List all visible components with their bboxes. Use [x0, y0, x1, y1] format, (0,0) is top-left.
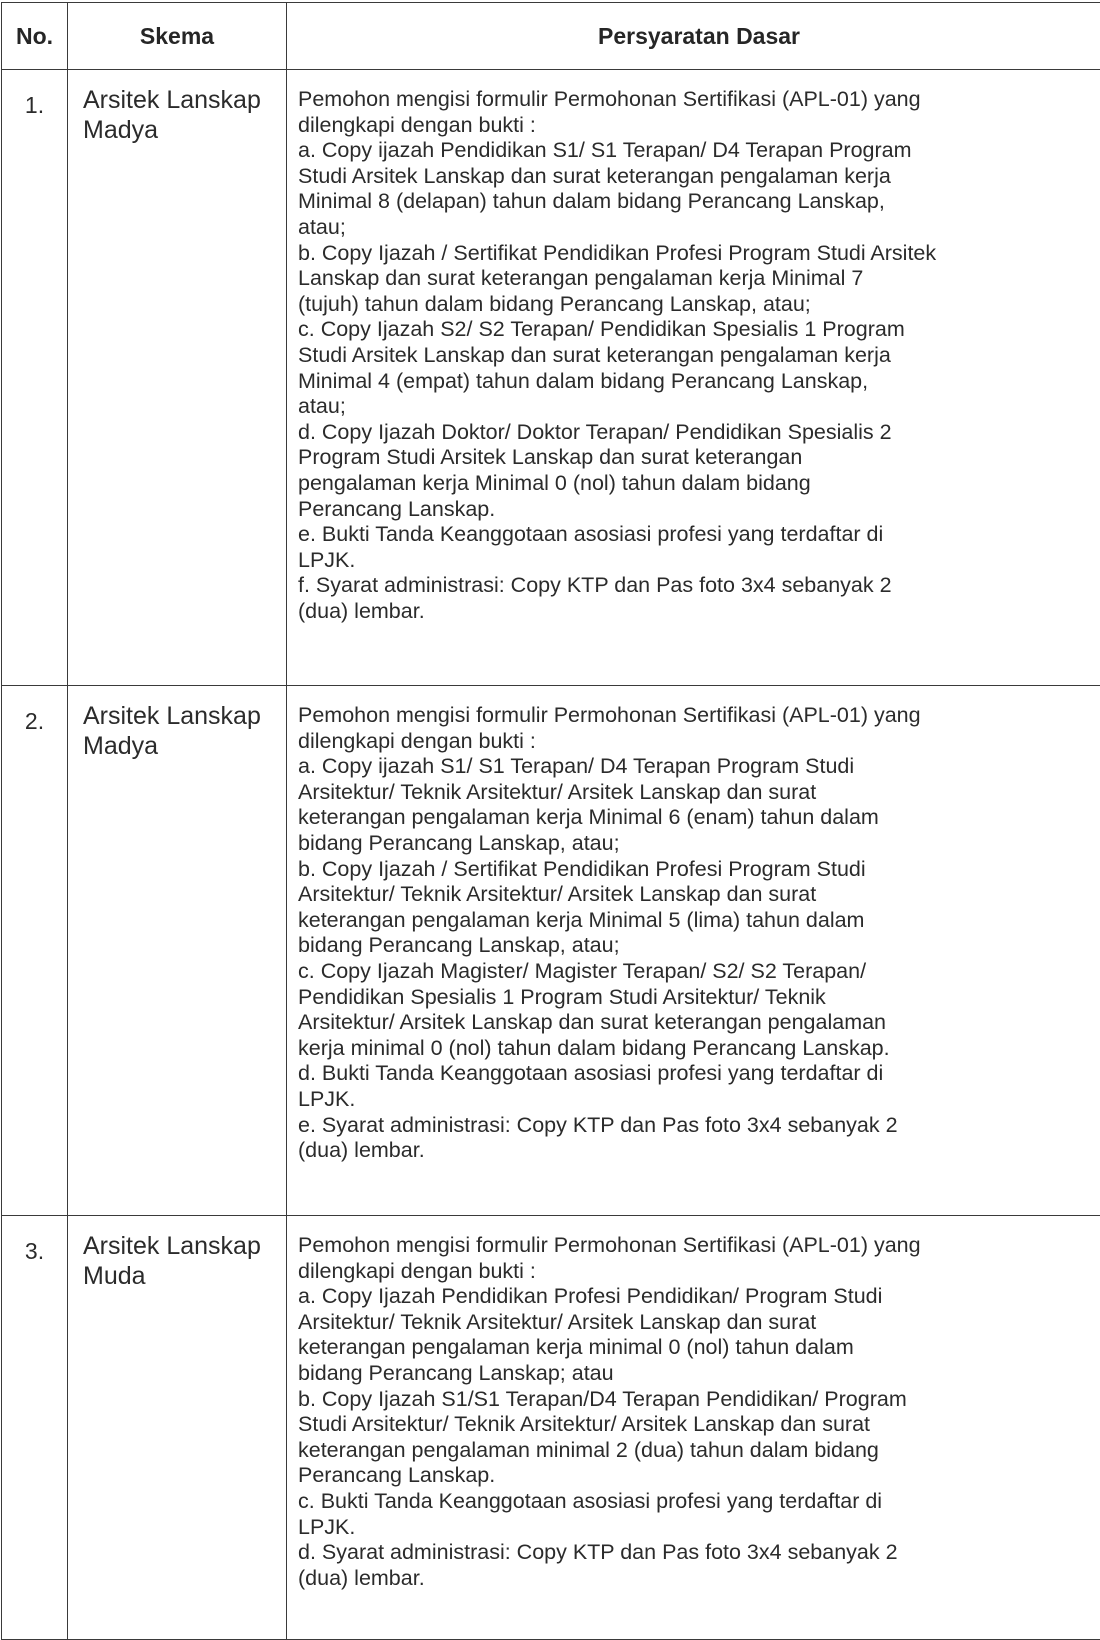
requirement-line: (tujuh) tahun dalam bidang Perancang Lanskap, atau; [298, 292, 1100, 318]
requirement-line: keterangan pengalaman minimal 2 (dua) tahun dalam bidang [298, 1438, 1100, 1464]
requirement-line: kerja minimal 0 (nol) tahun dalam bidang Perancang Lanskap. [298, 1036, 1100, 1062]
requirement-line: atau; [298, 394, 1100, 420]
table-row [2, 1216, 1100, 1640]
requirement-line: pengalaman kerja Minimal 0 (nol) tahun dalam bidang [298, 471, 1100, 497]
requirement-line: a. Copy Ijazah Pendidikan Profesi Pendidikan/ Program Studi [298, 1284, 1100, 1310]
requirement-line: dilengkapi dengan bukti : [298, 729, 1100, 755]
requirement-line: Lanskap dan surat keterangan pengalaman kerja Minimal 7 [298, 266, 1100, 292]
table-header-row [2, 3, 1100, 70]
skema-line: Madya [83, 731, 278, 761]
requirement-line: bidang Perancang Lanskap, atau; [298, 831, 1100, 857]
skema-line: Arsitek Lanskap [83, 85, 278, 115]
requirement-line: d. Copy Ijazah Doktor/ Doktor Terapan/ Pendidikan Spesialis 2 [298, 420, 1100, 446]
requirement-line: f. Syarat administrasi: Copy KTP dan Pas foto 3x4 sebanyak 2 [298, 573, 1100, 599]
requirement-line: dilengkapi dengan bukti : [298, 113, 1100, 139]
row-number: 2. [2, 686, 68, 1216]
skema-cell [68, 70, 287, 686]
requirement-line: bidang Perancang Lanskap, atau; [298, 933, 1100, 959]
requirements-cell [287, 70, 1100, 686]
row-number: 3. [2, 1216, 68, 1640]
requirement-line: b. Copy Ijazah / Sertifikat Pendidikan Profesi Program Studi [298, 857, 1100, 883]
requirement-line: LPJK. [298, 1087, 1100, 1113]
requirement-line: Pemohon mengisi formulir Permohonan Sertifikasi (APL-01) yang [298, 87, 1100, 113]
requirement-line: d. Bukti Tanda Keanggotaan asosiasi profesi yang terdaftar di [298, 1061, 1100, 1087]
requirement-line: keterangan pengalaman kerja Minimal 5 (lima) tahun dalam [298, 908, 1100, 934]
requirements-cell [287, 1216, 1100, 1640]
table-row [2, 686, 1100, 1216]
requirements-cell [287, 686, 1100, 1216]
requirement-line: a. Copy ijazah Pendidikan S1/ S1 Terapan/ D4 Terapan Program [298, 138, 1100, 164]
requirement-line: Arsitektur/ Arsitek Lanskap dan surat keterangan pengalaman [298, 1010, 1100, 1036]
requirement-line: dilengkapi dengan bukti : [298, 1259, 1100, 1285]
requirement-line: e. Syarat administrasi: Copy KTP dan Pas foto 3x4 sebanyak 2 [298, 1113, 1100, 1139]
requirement-line: (dua) lembar. [298, 599, 1100, 625]
requirement-line: Studi Arsitektur/ Teknik Arsitektur/ Arsitek Lanskap dan surat [298, 1412, 1100, 1438]
requirement-line: keterangan pengalaman kerja minimal 0 (nol) tahun dalam [298, 1335, 1100, 1361]
requirement-line: keterangan pengalaman kerja Minimal 6 (enam) tahun dalam [298, 805, 1100, 831]
requirement-line: Pendidikan Spesialis 1 Program Studi Arsitektur/ Teknik [298, 985, 1100, 1011]
skema-line: Madya [83, 115, 278, 145]
requirement-line: LPJK. [298, 548, 1100, 574]
requirement-line: c. Copy Ijazah S2/ S2 Terapan/ Pendidikan Spesialis 1 Program [298, 317, 1100, 343]
requirement-line: Arsitektur/ Teknik Arsitektur/ Arsitek Lanskap dan surat [298, 882, 1100, 908]
requirement-line: b. Copy Ijazah S1/S1 Terapan/D4 Terapan Pendidikan/ Program [298, 1387, 1100, 1413]
requirement-line: (dua) lembar. [298, 1566, 1100, 1592]
table-row [2, 70, 1100, 686]
row-number: 1. [2, 70, 68, 686]
requirement-line: atau; [298, 215, 1100, 241]
header-skema: Skema [68, 3, 287, 70]
skema-cell [68, 686, 287, 1216]
table-body [2, 70, 1100, 1640]
requirement-line: d. Syarat administrasi: Copy KTP dan Pas foto 3x4 sebanyak 2 [298, 1540, 1100, 1566]
requirement-line: Perancang Lanskap. [298, 497, 1100, 523]
requirement-line: c. Bukti Tanda Keanggotaan asosiasi profesi yang terdaftar di [298, 1489, 1100, 1515]
requirement-line: Arsitektur/ Teknik Arsitektur/ Arsitek Lanskap dan surat [298, 1310, 1100, 1336]
requirement-line: bidang Perancang Lanskap; atau [298, 1361, 1100, 1387]
requirement-line: e. Bukti Tanda Keanggotaan asosiasi profesi yang terdaftar di [298, 522, 1100, 548]
header-no: No. [2, 3, 68, 70]
requirement-line: (dua) lembar. [298, 1138, 1100, 1164]
skema-line: Arsitek Lanskap [83, 1231, 278, 1261]
requirement-line: Program Studi Arsitek Lanskap dan surat keterangan [298, 445, 1100, 471]
skema-line: Muda [83, 1261, 278, 1291]
requirement-line: Pemohon mengisi formulir Permohonan Sertifikasi (APL-01) yang [298, 1233, 1100, 1259]
requirement-line: Pemohon mengisi formulir Permohonan Sertifikasi (APL-01) yang [298, 703, 1100, 729]
requirement-line: Perancang Lanskap. [298, 1463, 1100, 1489]
requirement-line: c. Copy Ijazah Magister/ Magister Terapan/ S2/ S2 Terapan/ [298, 959, 1100, 985]
requirement-line: Minimal 4 (empat) tahun dalam bidang Perancang Lanskap, [298, 369, 1100, 395]
requirement-line: LPJK. [298, 1515, 1100, 1541]
skema-cell [68, 1216, 287, 1640]
header-persyaratan: Persyaratan Dasar [287, 3, 1100, 70]
requirement-line: Studi Arsitek Lanskap dan surat keterangan pengalaman kerja [298, 343, 1100, 369]
requirements-table [1, 2, 1100, 1640]
requirement-line: a. Copy ijazah S1/ S1 Terapan/ D4 Terapan Program Studi [298, 754, 1100, 780]
requirement-line: Arsitektur/ Teknik Arsitektur/ Arsitek Lanskap dan surat [298, 780, 1100, 806]
skema-line: Arsitek Lanskap [83, 701, 278, 731]
requirement-line: b. Copy Ijazah / Sertifikat Pendidikan Profesi Program Studi Arsitek [298, 241, 1100, 267]
requirement-line: Studi Arsitek Lanskap dan surat keterangan pengalaman kerja [298, 164, 1100, 190]
requirement-line: Minimal 8 (delapan) tahun dalam bidang Perancang Lanskap, [298, 189, 1100, 215]
